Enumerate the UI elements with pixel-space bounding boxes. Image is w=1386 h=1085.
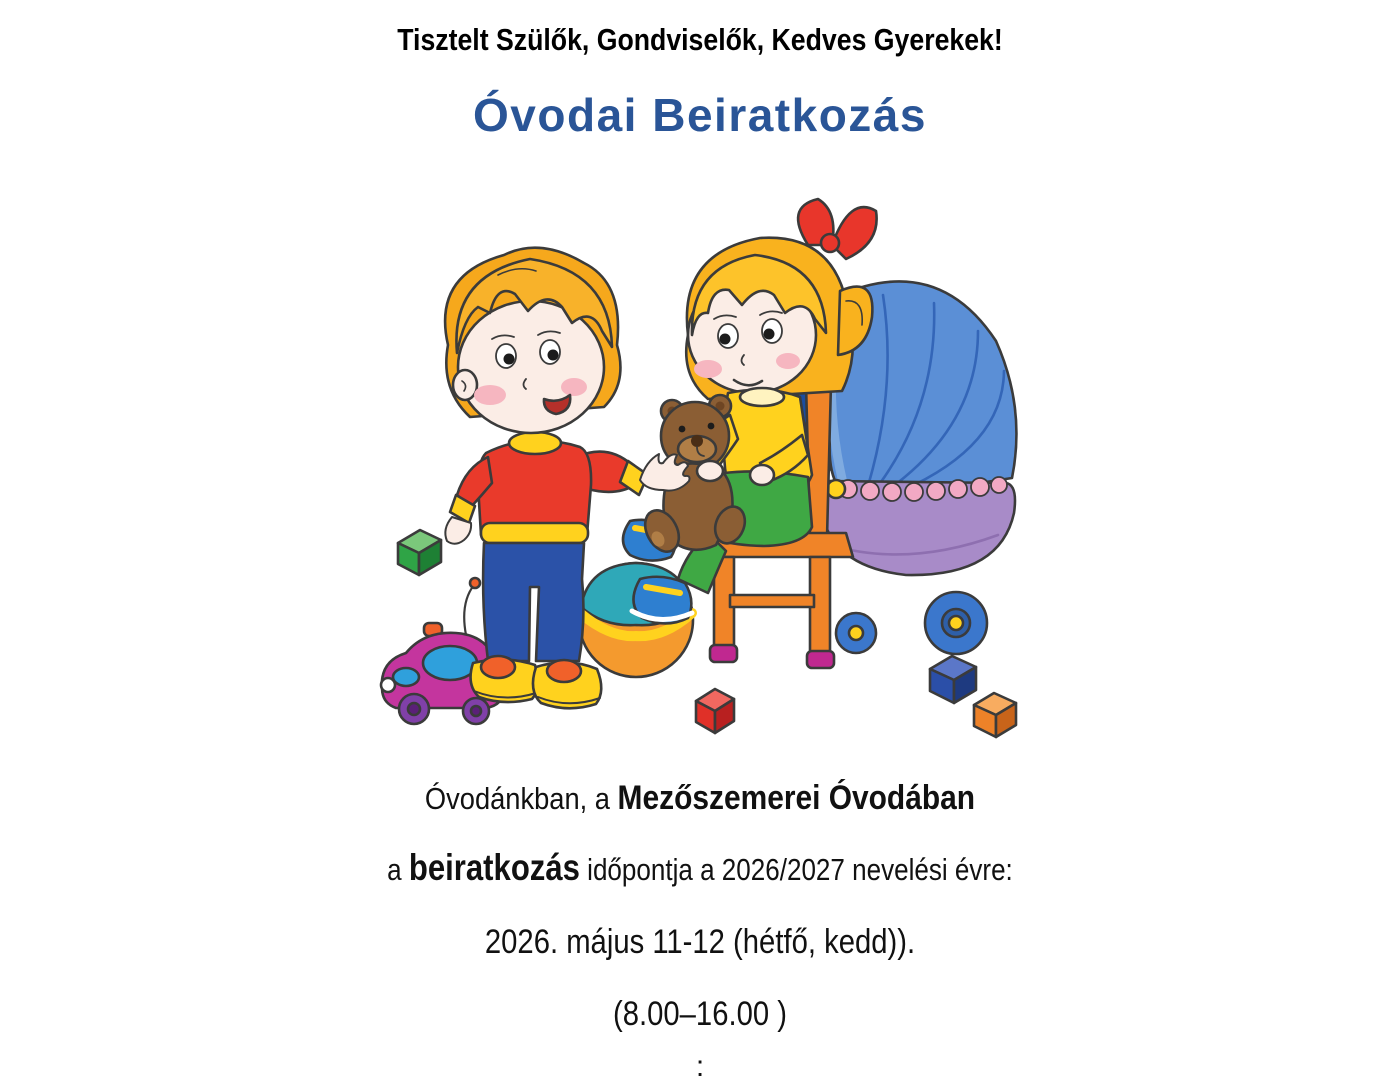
greeting-text: Tisztelt Szülők, Gondviselők, Kedves Gyerekek! <box>397 22 1003 57</box>
toy-block-orange-icon <box>974 693 1016 737</box>
page-title: Óvodai Beiratkozás <box>473 89 927 141</box>
boy-shoe-icon <box>471 656 602 708</box>
date-line: 2026. május 11-12 (hétfő, kedd)). <box>484 923 916 961</box>
toy-block-red-icon <box>696 689 734 733</box>
intro-highlight: Mezőszemerei Óvodában <box>617 779 976 817</box>
intro-prefix: Óvodánkban, a <box>424 781 618 816</box>
toy-block-blue-icon <box>930 656 976 703</box>
enrollment-rest: időpontja a 2026/2027 nevelési évre: <box>579 852 1013 887</box>
enrollment-prefix: a <box>387 852 409 887</box>
enrollment-line <box>124 847 1276 889</box>
intro-line <box>96 779 1303 818</box>
enrollment-highlight: beiratkozás <box>408 847 580 888</box>
toy-block-green-icon <box>398 530 441 575</box>
children-playing-clipart <box>378 183 1018 783</box>
time-line: (8.00–16.00 ) <box>613 995 787 1033</box>
trailing-colon: : <box>695 1050 705 1083</box>
children-illustration <box>378 183 1018 783</box>
